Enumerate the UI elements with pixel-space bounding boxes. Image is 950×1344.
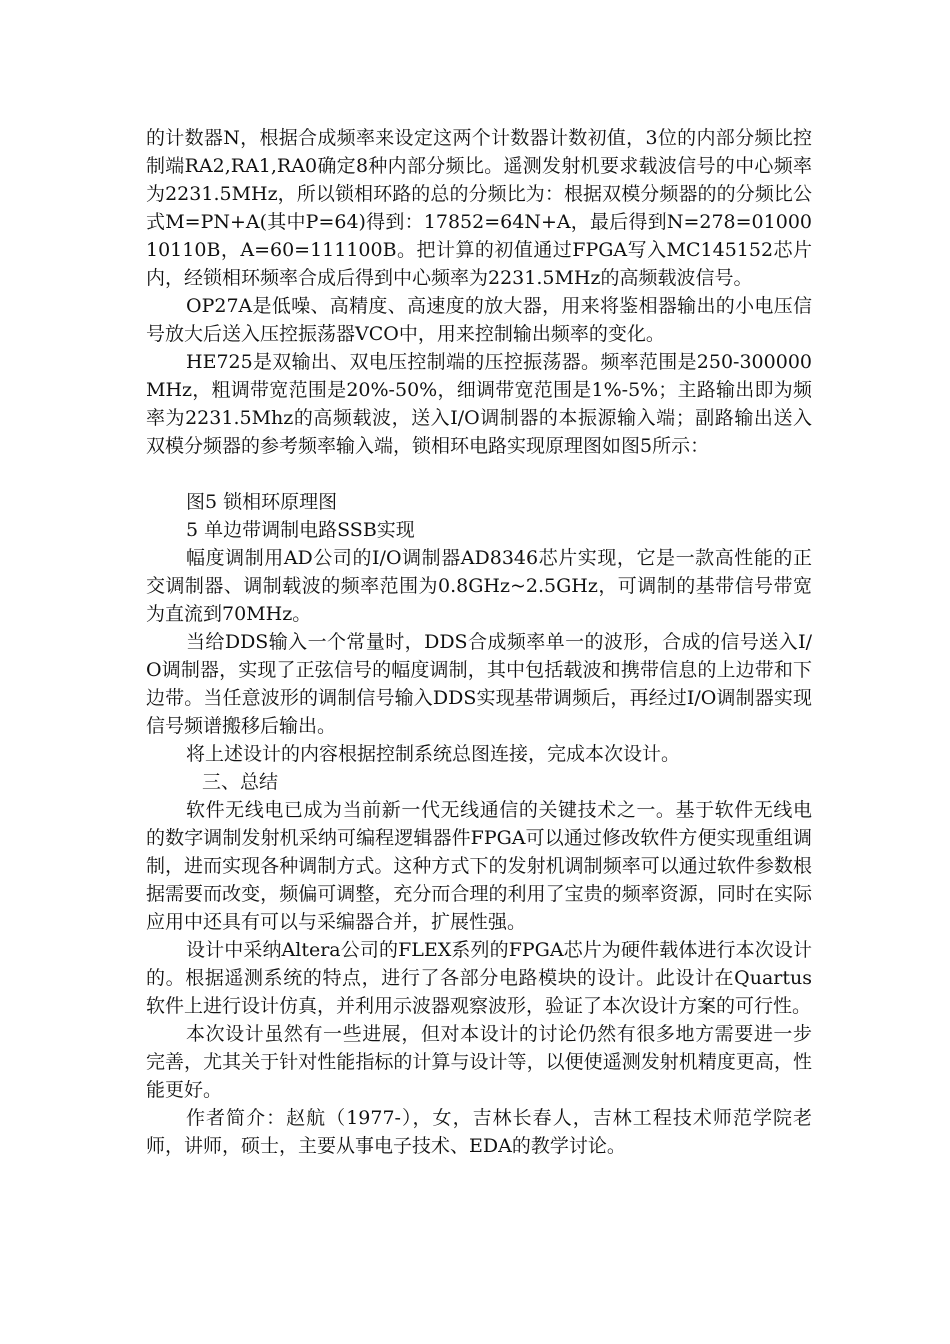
paragraph-connect: 将上述设计的内容根据控制系统总图连接，完成本次设计。 [186, 743, 681, 765]
paragraph-summary-3: 本次设计虽然有一些进展，但对本设计的讨论仍然有很多地方需要进一步完善，尤其关于针对性能指标的计算与设计等，以便使遥测发射机精度更高，性能更好。 [146, 1023, 812, 1101]
section-heading-summary: 三、总结 [202, 771, 279, 793]
section-heading-ssb: 5 单边带调制电路SSB实现 [186, 519, 415, 541]
paragraph-summary-2: 设计中采纳Altera公司的FLEX系列的FPGA芯片为硬件载体进行本次设计的。根据遥测系统的特点，进行了各部分电路模块的设计。此设计在Quartus软件上进行设计仿真，并利用示波器观察波形，验证了本次设计方案的可行性。 [146, 939, 812, 1017]
paragraph-dds: 当给DDS输入一个常量时，DDS合成频率单一的波形，合成的信号送入I/O调制器，实现了正弦信号的幅度调制，其中包括载波和携带信息的上边带和下边带。当任意波形的调制信号输入DDS实现基带调频后，再经过I/O调制器实现信号频谱搬移后输出。 [146, 631, 812, 737]
figure-placeholder [146, 460, 812, 488]
document-page [146, 124, 812, 1160]
paragraph-summary-1: 软件无线电已成为当前新一代无线通信的关键技术之一。基于软件无线电的数字调制发射机采纳可编程逻辑器件FPGA可以通过修改软件方便实现重组调制，进而实现各种调制方式。这种方式下的发射机调制频率可以通过软件参数根据需要而改变，频偏可调整，充分而合理的利用了宝贵的频率资源，同时在实际应用中还具有可以与采编器合并，扩展性强。 [146, 799, 812, 933]
paragraph-op27a: OP27A是低噪、高精度、高速度的放大器，用来将鉴相器输出的小电压信号放大后送入压控振荡器VCO中，用来控制输出频率的变化。 [146, 295, 812, 345]
paragraph-he725: HE725是双输出、双电压控制端的压控振荡器。频率范围是250-300000MHz，粗调带宽范围是20%-50%，细调带宽范围是1%-5%；主路输出即为频率为2231.5Mhz的高频载波，送入I/O调制器的本振源输入端；副路输出送入双模分频器的参考频率输入端，锁相环电路实现原理图如图5所示： [146, 351, 812, 457]
figure-caption: 图5 锁相环原理图 [186, 491, 338, 513]
paragraph-ad8346: 幅度调制用AD公司的I/O调制器AD8346芯片实现，它是一款高性能的正交调制器、调制载波的频率范围为0.8GHz~2.5GHz，可调制的基带信号带宽为直流到70MHz。 [146, 547, 812, 625]
paragraph-author: 作者简介：赵航（1977-），女，吉林长春人，吉林工程技术师范学院老师，讲师，硕士，主要从事电子技术、EDA的教学讨论。 [146, 1107, 812, 1157]
paragraph-pll-counter: 的计数器N，根据合成频率来设定这两个计数器计数初值，3位的内部分频比控制端RA2,RA1,RA0确定8种内部分频比。遥测发射机要求载波信号的中心频率为2231.5MHz，所以锁相环路的总的分频比为：根据双模分频器的的分频比公式M=PN+A(其中P=64)得到：17852=64N+A，最后得到N=278=0100010110B，A=60=111100B。把计算的初值通过FPGA写入MC145152芯片内，经锁相环频率合成后得到中心频率为2231.5MHz的高频载波信号。 [146, 127, 812, 289]
